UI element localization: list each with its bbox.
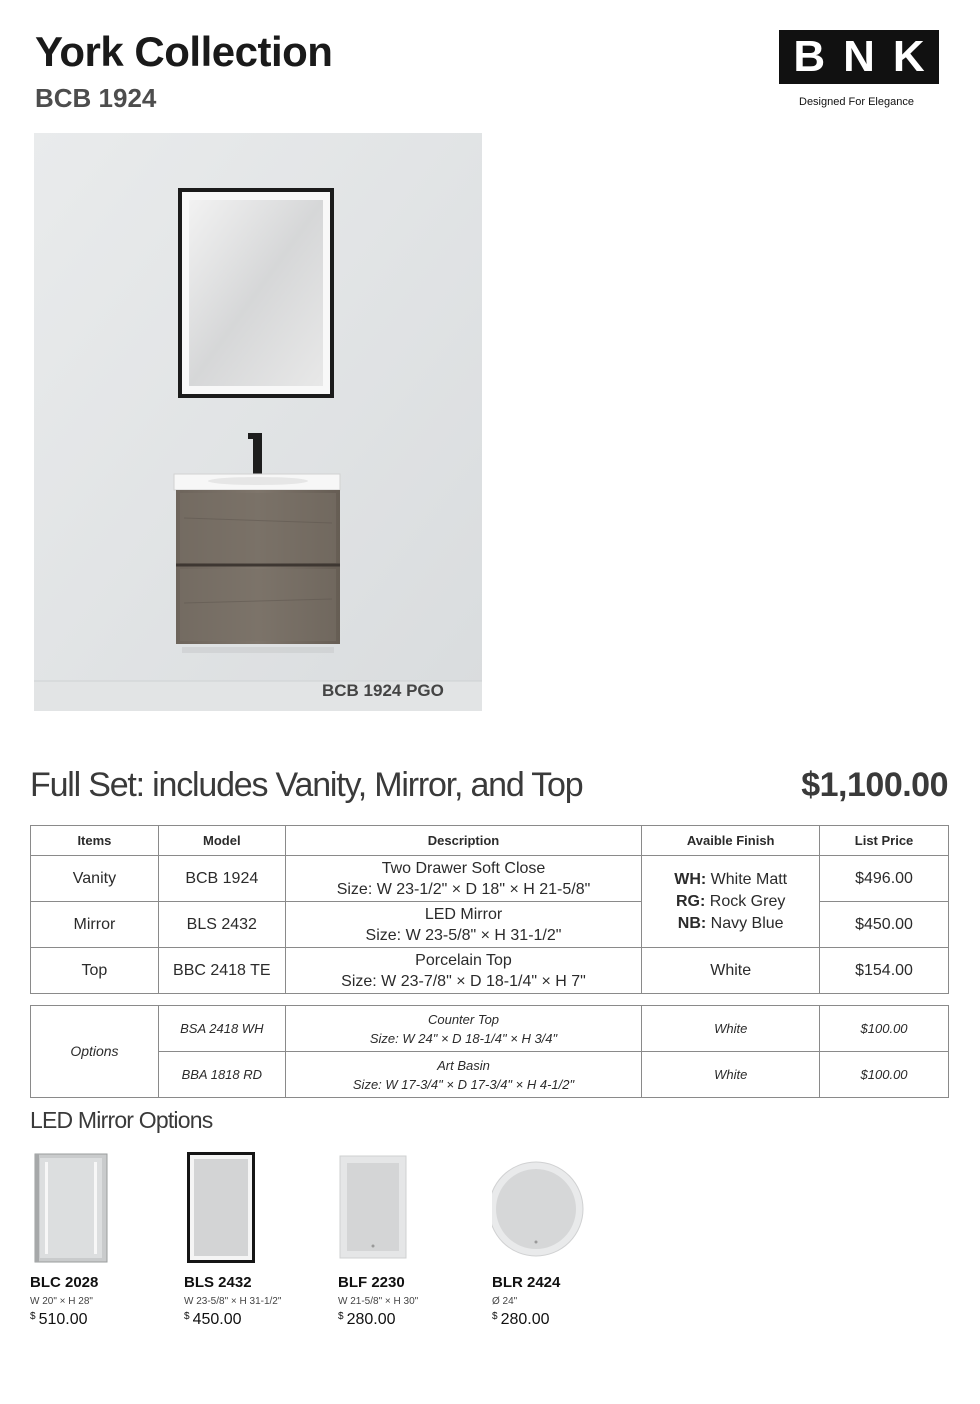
mirror-size: W 23-5/8" × H 31-1/2" bbox=[184, 1296, 282, 1307]
finish-name: Navy Blue bbox=[710, 914, 784, 932]
mirror-price bbox=[338, 1311, 488, 1329]
currency-symbol: $ bbox=[30, 1311, 36, 1322]
finish-code: RG: bbox=[676, 892, 706, 910]
round-mirror-icon bbox=[492, 1148, 642, 1266]
frameless-mirror-icon bbox=[338, 1148, 488, 1266]
mirror-price-value: 280.00 bbox=[346, 1311, 396, 1328]
table-row bbox=[31, 1052, 949, 1098]
description-line: Art Basin bbox=[437, 1057, 490, 1073]
cell-model: BBA 1818 RD bbox=[158, 1052, 285, 1098]
cell-model: BSA 2418 WH bbox=[158, 1006, 285, 1052]
cell-price: $154.00 bbox=[820, 948, 949, 994]
mirror-size: W 20" × H 28" bbox=[30, 1296, 93, 1307]
header-items: Items bbox=[31, 826, 159, 856]
description-line: LED Mirror bbox=[424, 905, 503, 923]
mirror-size: Ø 24" bbox=[492, 1296, 518, 1307]
cell-description bbox=[285, 1006, 642, 1052]
table-row bbox=[31, 1006, 949, 1052]
cell-finish: White bbox=[642, 1006, 820, 1052]
mirror-image bbox=[184, 1148, 334, 1266]
cell-description bbox=[285, 948, 642, 994]
led-mirror-card bbox=[30, 1148, 180, 1329]
cell-model: BLS 2432 bbox=[158, 902, 285, 948]
cell-finish-list bbox=[642, 856, 820, 948]
description-line: Porcelain Top bbox=[415, 951, 512, 969]
led-mirror-card bbox=[492, 1148, 642, 1329]
description-size: Size: W 24" × D 18-1/4" × H 3/4" bbox=[369, 1030, 558, 1046]
table-row bbox=[31, 856, 949, 902]
currency-symbol: $ bbox=[492, 1311, 498, 1322]
mirror-cabinet-image bbox=[30, 1148, 180, 1266]
cell-finish: White bbox=[642, 1052, 820, 1098]
description-size: Size: W 23-7/8" × D 18-1/4" × H 7" bbox=[341, 972, 586, 990]
table-header-row bbox=[31, 826, 949, 856]
cell-finish: White bbox=[642, 948, 820, 994]
cell-description bbox=[285, 902, 642, 948]
finish-code: WH: bbox=[674, 870, 707, 888]
cell-price: $496.00 bbox=[820, 856, 949, 902]
currency-symbol: $ bbox=[184, 1311, 190, 1322]
mirror-price-value: 280.00 bbox=[500, 1311, 550, 1328]
mirror-model: BLR 2424 bbox=[492, 1274, 561, 1291]
mirror-model: BLC 2028 bbox=[30, 1274, 99, 1291]
page-subtitle-model: BCB 1924 bbox=[35, 83, 157, 113]
photo-caption: BCB 1924 PGO bbox=[322, 681, 444, 700]
cell-price: $450.00 bbox=[820, 902, 949, 948]
finish-item bbox=[642, 913, 819, 935]
brand-logo-text: BNK bbox=[793, 32, 943, 81]
cell-price: $100.00 bbox=[820, 1052, 949, 1098]
led-section-title: LED Mirror Options bbox=[30, 1107, 213, 1133]
description-line: Counter Top bbox=[427, 1011, 500, 1027]
brand-logo bbox=[779, 30, 943, 84]
options-table bbox=[30, 1005, 949, 1098]
fullset-price: $1,100.00 bbox=[801, 766, 948, 804]
brand-tagline: Designed For Elegance bbox=[799, 96, 914, 108]
cell-description bbox=[285, 1052, 642, 1098]
mirror-size: W 21-5/8" × H 30" bbox=[338, 1296, 419, 1307]
currency-symbol: $ bbox=[338, 1311, 344, 1322]
mirror-price bbox=[184, 1311, 334, 1329]
cell-item: Top bbox=[31, 948, 159, 994]
mirror-price-value: 510.00 bbox=[38, 1311, 88, 1328]
rectangular-mirror-icon bbox=[184, 1148, 334, 1266]
header-model: Model bbox=[158, 826, 285, 856]
finish-name: White Matt bbox=[710, 870, 788, 888]
mirror-price bbox=[30, 1311, 180, 1329]
mirror-image bbox=[338, 1148, 488, 1266]
cell-item: Vanity bbox=[31, 856, 159, 902]
options-label: Options bbox=[31, 1006, 159, 1098]
finish-code: NB: bbox=[677, 914, 707, 932]
mirror-image bbox=[492, 1148, 642, 1266]
description-line: Two Drawer Soft Close bbox=[381, 859, 546, 877]
description-size: Size: W 17-3/4" × D 17-3/4" × H 4-1/2" bbox=[352, 1076, 575, 1092]
header-finish: Avaible Finish bbox=[642, 826, 820, 856]
fullset-label: Full Set: includes Vanity, Mirror, and Top bbox=[30, 766, 583, 804]
pricing-table bbox=[30, 825, 949, 994]
finish-item bbox=[642, 869, 819, 891]
led-mirror-card bbox=[338, 1148, 488, 1329]
mirror-model: BLF 2230 bbox=[338, 1274, 405, 1291]
cell-item: Mirror bbox=[31, 902, 159, 948]
mirror-price-value: 450.00 bbox=[192, 1311, 242, 1328]
cell-model: BBC 2418 TE bbox=[158, 948, 285, 994]
cell-model: BCB 1924 bbox=[158, 856, 285, 902]
header-list-price: List Price bbox=[820, 826, 949, 856]
cell-description bbox=[285, 856, 642, 902]
finish-item bbox=[642, 891, 819, 913]
vanity-illustration bbox=[34, 133, 482, 711]
cell-price: $100.00 bbox=[820, 1006, 949, 1052]
product-photo bbox=[34, 133, 482, 711]
table-row bbox=[31, 948, 949, 994]
description-size: Size: W 23-5/8" × H 31-1/2" bbox=[365, 926, 562, 944]
mirror-price bbox=[492, 1311, 642, 1329]
mirror-cabinet-icon bbox=[30, 1148, 180, 1266]
header-description: Description bbox=[285, 826, 642, 856]
page-title: York Collection bbox=[35, 28, 333, 75]
led-mirror-card bbox=[184, 1148, 334, 1329]
mirror-model: BLS 2432 bbox=[184, 1274, 252, 1291]
finish-name: Rock Grey bbox=[709, 892, 786, 910]
description-size: Size: W 23-1/2" × D 18" × H 21-5/8" bbox=[336, 880, 591, 898]
